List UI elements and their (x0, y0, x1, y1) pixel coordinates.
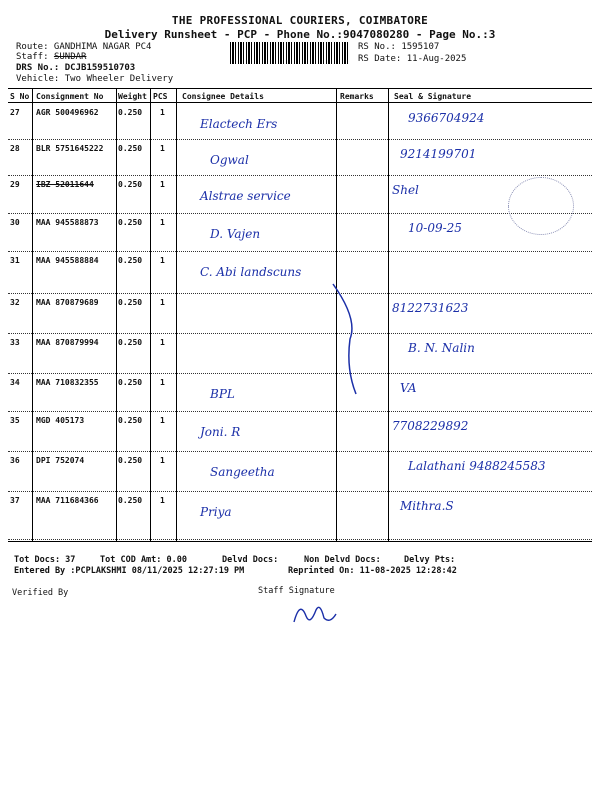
row-signature-handwriting: 10-09-25 (408, 221, 462, 235)
row-sno: 29 (10, 180, 20, 189)
verified-by-label: Verified By (12, 588, 69, 598)
row-weight: 0.250 (118, 256, 143, 265)
row-consignment-no: MAA 711684366 (36, 496, 99, 505)
office-seal-stamp (508, 177, 574, 235)
row-consignment-no: MAA 870879689 (36, 298, 99, 307)
row-weight: 0.250 (118, 338, 143, 347)
row-pcs: 1 (160, 338, 165, 347)
col-header-remarks: Remarks (340, 92, 374, 101)
row-weight: 0.250 (118, 108, 143, 117)
column-divider (150, 89, 151, 541)
row-divider (8, 373, 592, 374)
row-consignment-no: MAA 945588873 (36, 218, 99, 227)
row-sno: 34 (10, 378, 20, 387)
row-pcs: 1 (160, 144, 165, 153)
col-header-weight: Weight (118, 92, 147, 101)
staff-signature-scribble (290, 596, 340, 630)
row-signature-handwriting: VA (400, 381, 417, 395)
pen-bracket-mark (328, 279, 368, 399)
row-consignee-handwriting: C. Abi landscuns (200, 265, 302, 279)
vehicle-label: Vehicle: Two Wheeler Delivery (16, 74, 174, 84)
row-consignment-no: MGD 405173 (36, 416, 85, 425)
row-weight: 0.250 (118, 416, 143, 425)
col-header-pcs: PCS (153, 92, 168, 101)
delivered-docs: Delvd Docs: (222, 555, 279, 565)
row-sno: 36 (10, 456, 20, 465)
row-weight: 0.250 (118, 378, 143, 387)
total-cod: Tot COD Amt: 0.00 (100, 555, 187, 565)
row-consignee-handwriting: Priya (200, 505, 232, 519)
total-docs: Tot Docs: 37 (14, 555, 76, 565)
row-pcs: 1 (160, 496, 165, 505)
row-consignment-no: BLR 5751645222 (36, 144, 104, 153)
row-divider (8, 213, 592, 214)
row-weight: 0.250 (118, 144, 143, 153)
staff-name: SUNDAR (53, 52, 87, 62)
row-divider (8, 175, 592, 176)
row-weight: 0.250 (118, 180, 143, 189)
row-consignment-no: MAA 710832355 (36, 378, 99, 387)
barcode (230, 42, 350, 64)
company-title: THE PROFESSIONAL COURIERS, COIMBATORE (171, 14, 429, 27)
row-sno: 28 (10, 144, 20, 153)
header-divider (8, 102, 592, 103)
non-delivered-docs: Non Delvd Docs: (304, 555, 381, 565)
row-consignment-no: DPI 752074 (36, 456, 85, 465)
row-consignee-handwriting: Ogwal (210, 153, 249, 167)
row-pcs: 1 (160, 108, 165, 117)
row-divider (8, 491, 592, 492)
row-signature-handwriting: Lalathani 9488245583 (408, 459, 546, 473)
route-label: Route: GANDHIMA NAGAR PC4 (16, 42, 152, 52)
row-divider (8, 539, 592, 540)
row-signature-handwriting: Mithra.S (400, 499, 454, 513)
row-divider (8, 293, 592, 294)
row-sno: 31 (10, 256, 20, 265)
staff-label: Staff: (16, 52, 49, 62)
row-sno: 35 (10, 416, 20, 425)
col-header-sno: S No (10, 92, 30, 101)
row-signature-handwriting: B. N. Nalin (408, 341, 475, 355)
row-consignee-handwriting: Elactech Ers (200, 117, 278, 131)
column-divider (32, 89, 33, 541)
row-consignment-no: MAA 870879994 (36, 338, 99, 347)
row-sno: 30 (10, 218, 20, 227)
row-weight: 0.250 (118, 496, 143, 505)
row-pcs: 1 (160, 416, 165, 425)
delivery-points: Delvy Pts: (404, 555, 456, 565)
column-divider (388, 89, 389, 541)
row-divider (8, 411, 592, 412)
row-weight: 0.250 (118, 456, 143, 465)
row-pcs: 1 (160, 298, 165, 307)
row-weight: 0.250 (118, 298, 143, 307)
col-header-consignee: Consignee Details (182, 92, 264, 101)
runsheet-table (8, 88, 592, 542)
runsheet-title: Delivery Runsheet - PCP - Phone No.:9047080280 - Page No.:3 (104, 28, 496, 41)
row-divider (8, 139, 592, 140)
row-consignee-handwriting: Joni. R (200, 425, 241, 439)
row-consignee-handwriting: D. Vajen (210, 227, 261, 241)
col-header-signature: Seal & Signature (394, 92, 472, 101)
row-pcs: 1 (160, 218, 165, 227)
row-divider (8, 251, 592, 252)
row-sno: 33 (10, 338, 20, 347)
row-signature-handwriting: Shel (392, 183, 419, 197)
staff-signature-label: Staff Signature (258, 586, 335, 596)
row-signature-handwriting: 8122731623 (392, 301, 469, 315)
row-divider (8, 451, 592, 452)
row-sno: 37 (10, 496, 20, 505)
reprinted-on: Reprinted On: 11-08-2025 12:28:42 (288, 566, 457, 576)
row-consignee-handwriting: Alstrae service (200, 189, 291, 203)
row-consignee-handwriting: BPL (210, 387, 235, 401)
col-header-consignment: Consignment No (36, 92, 104, 101)
row-pcs: 1 (160, 456, 165, 465)
row-pcs: 1 (160, 180, 165, 189)
entered-by: Entered By :PCPLAKSHMI 08/11/2025 12:27:19 PM (14, 566, 245, 576)
row-consignment-no: IBZ 52011644 (36, 180, 94, 189)
row-signature-handwriting: 9214199701 (400, 147, 477, 161)
staff-row (16, 52, 86, 62)
row-pcs: 1 (160, 256, 165, 265)
row-sno: 27 (10, 108, 20, 117)
rs-number: RS No.: 1595107 (358, 42, 440, 52)
column-divider (176, 89, 177, 541)
row-consignment-no: MAA 945588884 (36, 256, 99, 265)
row-pcs: 1 (160, 378, 165, 387)
row-consignee-handwriting: Sangeetha (210, 465, 275, 479)
row-consignment-no: AGR 500496962 (36, 108, 99, 117)
column-divider (116, 89, 117, 541)
row-signature-handwriting: 9366704924 (408, 111, 485, 125)
row-signature-handwriting: 7708229892 (392, 419, 469, 433)
row-divider (8, 333, 592, 334)
rs-date: RS Date: 11-Aug-2025 (358, 54, 467, 64)
row-sno: 32 (10, 298, 20, 307)
drs-number: DRS No.: DCJB159510703 (16, 63, 136, 73)
row-weight: 0.250 (118, 218, 143, 227)
